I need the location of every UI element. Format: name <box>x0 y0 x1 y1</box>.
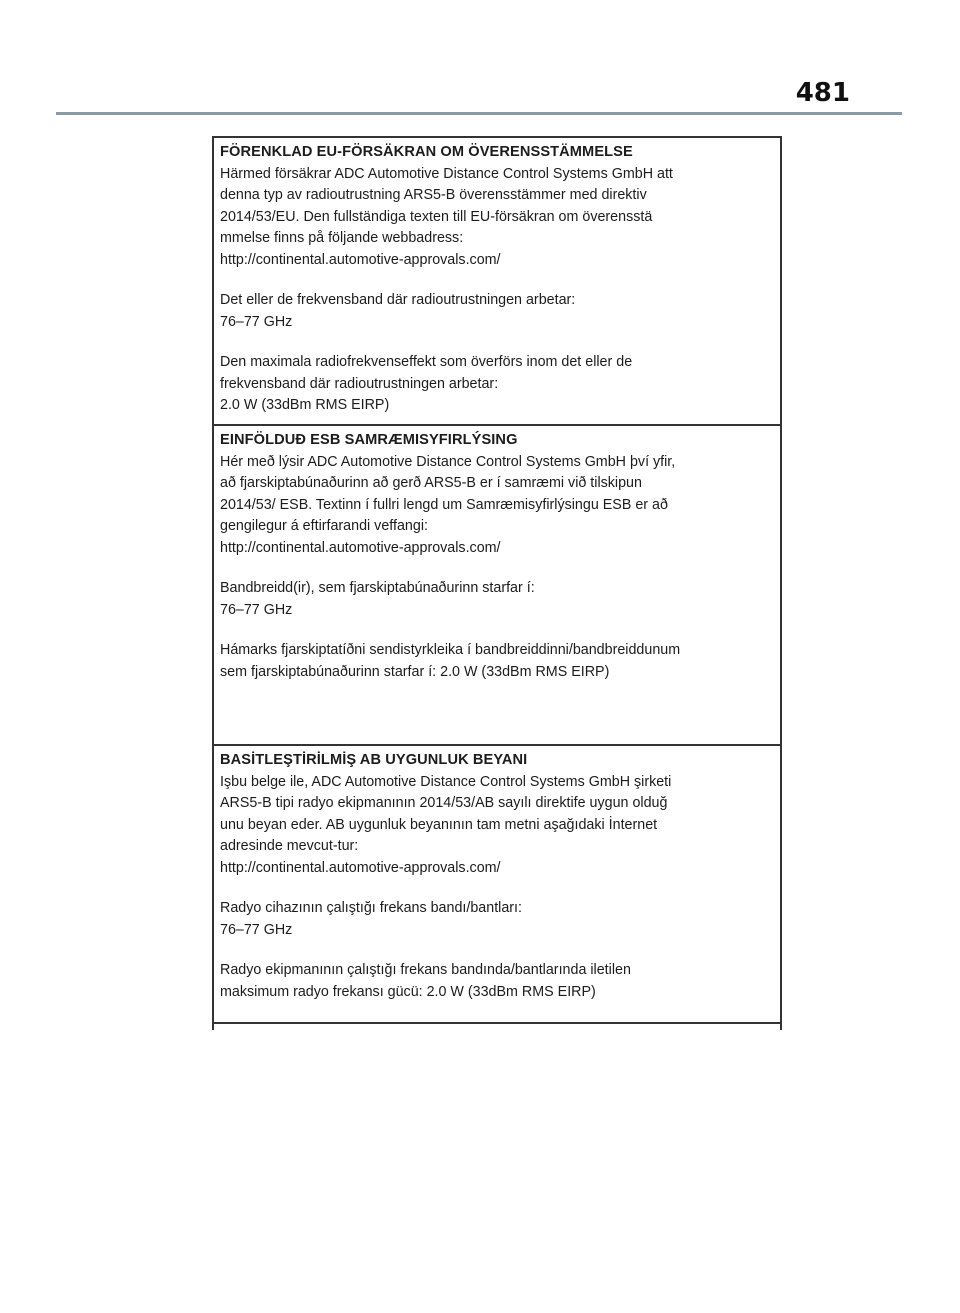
intro-line: 2014/53/ ESB. Textinn í fullri lengd um Samræmisyfirlýsingu ESB er að <box>220 496 668 513</box>
intro-line: unu beyan eder. AB uygunluk beyanının tam metni aşağıdaki İnternet <box>220 816 658 833</box>
intro-line: Hér með lýsir ADC Automotive Distance Control Systems GmbH því yfir, <box>220 453 676 470</box>
section-turkish <box>214 746 780 1021</box>
section-swedish <box>214 138 780 424</box>
header-rule <box>56 112 902 115</box>
page-number: 481 <box>795 78 850 108</box>
section-title: EINFÖLDUÐ ESB SAMRÆMISYFIRLÝSING <box>220 432 518 448</box>
declaration-frame <box>212 136 782 1030</box>
band-value: 76–77 GHz <box>220 601 293 618</box>
power-line: maksimum radyo frekansı gücü: 2.0 W (33dBm RMS EIRP) <box>220 983 596 1000</box>
intro-line: adresinde mevcut-tur: <box>220 838 359 854</box>
section-title: BASİTLEŞTİRİLMİŞ AB UYGUNLUK BEYANI <box>220 752 528 768</box>
power-line: Hámarks fjarskiptatíðni sendistyrkleika í bandbreiddinni/bandbreiddunum <box>220 642 681 658</box>
section-divider <box>214 1022 780 1024</box>
intro-line: mmelse finns på följande webbadress: <box>220 230 464 246</box>
intro-line: 2014/53/EU. Den fullständiga texten till EU-försäkran om överensstä <box>220 208 653 225</box>
intro-line: gengilegur á eftirfarandi veffangi: <box>220 518 428 534</box>
band-value: 76–77 GHz <box>220 921 293 938</box>
section-title: FÖRENKLAD EU-FÖRSÄKRAN OM ÖVERENSSTÄMMELSE <box>220 144 633 160</box>
intro-line: ARS5-B tipi radyo ekipmanının 2014/53/AB sayılı direktife uygun olduğ <box>220 795 668 811</box>
intro-line: Işbu belge ile, ADC Automotive Distance Control Systems GmbH şirketi <box>220 773 672 790</box>
power-line: sem fjarskiptabúnaðurinn starfar í: 2.0 W (33dBm RMS EIRP) <box>220 663 610 680</box>
section-icelandic <box>214 426 780 744</box>
declaration-url: http://continental.automotive-approvals.com/ <box>220 859 501 876</box>
power-line: Den maximala radiofrekvenseffekt som överförs inom det eller de <box>220 354 633 370</box>
power-line: frekvensband där radioutrustningen arbetar: <box>220 375 499 392</box>
power-line: 2.0 W (33dBm RMS EIRP) <box>220 397 390 413</box>
band-label: Radyo cihazının çalıştığı frekans bandı/bantları: <box>220 900 522 916</box>
declaration-url: http://continental.automotive-approvals.com/ <box>220 251 501 268</box>
band-value: 76–77 GHz <box>220 313 293 330</box>
intro-line: að fjarskiptabúnaðurinn að gerð ARS5-B er í samræmi við tilskipun <box>220 475 642 491</box>
band-label: Bandbreidd(ir), sem fjarskiptabúnaðurinn starfar í: <box>220 580 535 596</box>
power-line: Radyo ekipmanının çalıştığı frekans bandında/bantlarında iletilen <box>220 962 631 978</box>
intro-line: Härmed försäkrar ADC Automotive Distance Control Systems GmbH att <box>220 165 673 182</box>
declaration-url: http://continental.automotive-approvals.com/ <box>220 539 501 556</box>
band-label: Det eller de frekvensband där radioutrustningen arbetar: <box>220 292 576 308</box>
intro-line: denna typ av radioutrustning ARS5-B överensstämmer med direktiv <box>220 187 647 203</box>
